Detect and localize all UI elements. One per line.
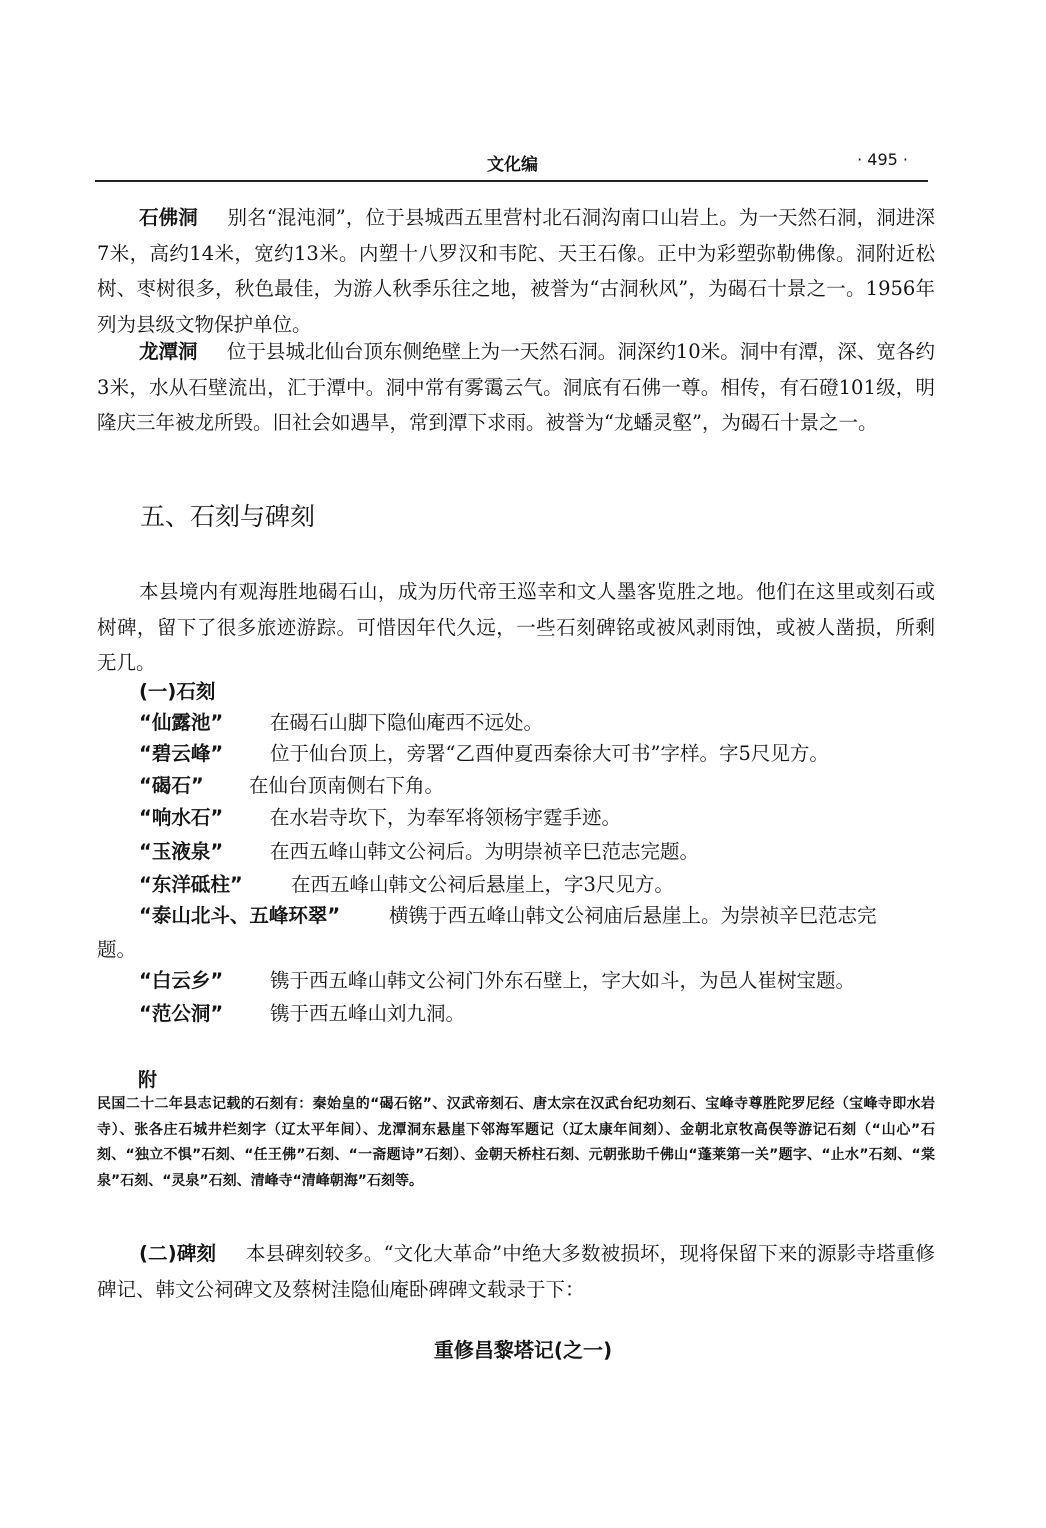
stone-item: “碣石” 在仙台顶南侧右下角。 (139, 774, 445, 797)
stone-item: “白云乡” 镌于西五峰山韩文公祠门外东石壁上，字大如斗，为邑人崔树宝题。 (139, 969, 856, 992)
page-header (95, 148, 928, 182)
stone-item-continuation: 题。 (97, 938, 137, 961)
subsection-steles (97, 1236, 935, 1307)
entry-shifodong (97, 200, 935, 342)
subsection-text: 本县碑刻较多。“文化大革命”中绝大多数被损坏，现将保留下来的源影寺塔重修碑记、韩文公祠碑文及蔡树洼隐仙庵卧碑碑文载录于下： (97, 1242, 935, 1301)
entry-term: 龙潭洞 (139, 340, 198, 363)
section-heading: 五、石刻与碑刻 (140, 502, 316, 531)
stele-title: 重修昌黎塔记(之一) (433, 1338, 613, 1362)
stone-item: “玉液泉” 在西五峰山韩文公祠后。为明崇祯辛巳范志完题。 (139, 840, 700, 863)
subsection-stone-carvings: (一)石刻 (139, 680, 216, 703)
stone-item: “响水石” 在水岩寺坎下，为奉军将领杨宇霆手迹。 (139, 806, 622, 829)
stone-item: “碧云峰” 位于仙台顶上，旁署“乙酉仲夏西秦徐大可书”字样。字5尺见方。 (139, 742, 829, 765)
running-head: 文化编 (487, 155, 538, 175)
subsection-label: (二)碑刻 (139, 1242, 217, 1265)
stone-item: “范公洞” 镌于西五峰山刘九洞。 (139, 1002, 466, 1025)
page-number: · 495 · (857, 150, 908, 169)
entry-text: 别名“混沌洞”，位于县城西五里营村北石洞沟南口山岩上。为一天然石洞，洞进深7米，高约14米，宽约13米。内塑十八罗汉和韦陀、天王石像。正中为彩塑弥勒佛像。洞附近松树、枣树很多，秋色最佳，为游人秋季乐往之地，被誉为“古洞秋风”，为碣石十景之一。1956年列为县级文物保护单位。 (97, 206, 935, 336)
stone-item: “东洋砥柱” 在西五峰山韩文公祠后悬崖上，字3尺见方。 (139, 873, 674, 896)
stone-item: “泰山北斗、五峰环翠” 横镌于西五峰山韩文公祠庙后悬崖上。为崇祯辛巳范志完 (139, 904, 877, 927)
appendix-label: 附 (138, 1069, 158, 1091)
entry-term: 石佛洞 (139, 206, 198, 229)
entry-longtandong (97, 334, 935, 441)
stone-item: “仙露池” 在碣石山脚下隐仙庵西不远处。 (139, 711, 544, 734)
appendix-note: 民国二十二年县志记载的石刻有：秦始皇的“碣石铭”、汉武帝刻石、唐太宗在汉武台纪功刻石、宝峰寺尊胜陀罗尼经（宝峰寺即水岩寺）、张各庄石城井栏刻字（辽太平年间）、龙潭洞东悬崖下邻海军题记（辽太康年间刻）、金朝北京牧高俣等游记石刻（“山心”石刻、“独立不惧”石刻、“任王佛”石刻、“一斋题诗”石刻）、金朝天桥柱石刻、元朝张助千佛山“蓬莱第一关”题字、“止水”石刻、“棠泉”石刻、“灵泉”石刻、清峰寺“清峰朝海”石刻等。 (97, 1096, 935, 1189)
entry-text: 位于县城北仙台顶东侧绝壁上为一天然石洞。洞深约10米。洞中有潭，深、宽各约3米，水从石壁流出，汇于潭中。洞中常有雾霭云气。洞底有石佛一尊。相传，有石磴101级，明隆庆三年被龙所毁。旧社会如遇旱，常到潭下求雨。被誉为“龙蟠灵壑”，为碣石十景之一。 (97, 340, 935, 434)
intro-paragraph: 本县境内有观海胜地碣石山，成为历代帝王巡幸和文人墨客览胜之地。他们在这里或刻石或树碑，留下了很多旅迹游踪。可惜因年代久远，一些石刻碑铭或被风剥雨蚀，或被人凿损，所剩无几。 (97, 580, 935, 674)
